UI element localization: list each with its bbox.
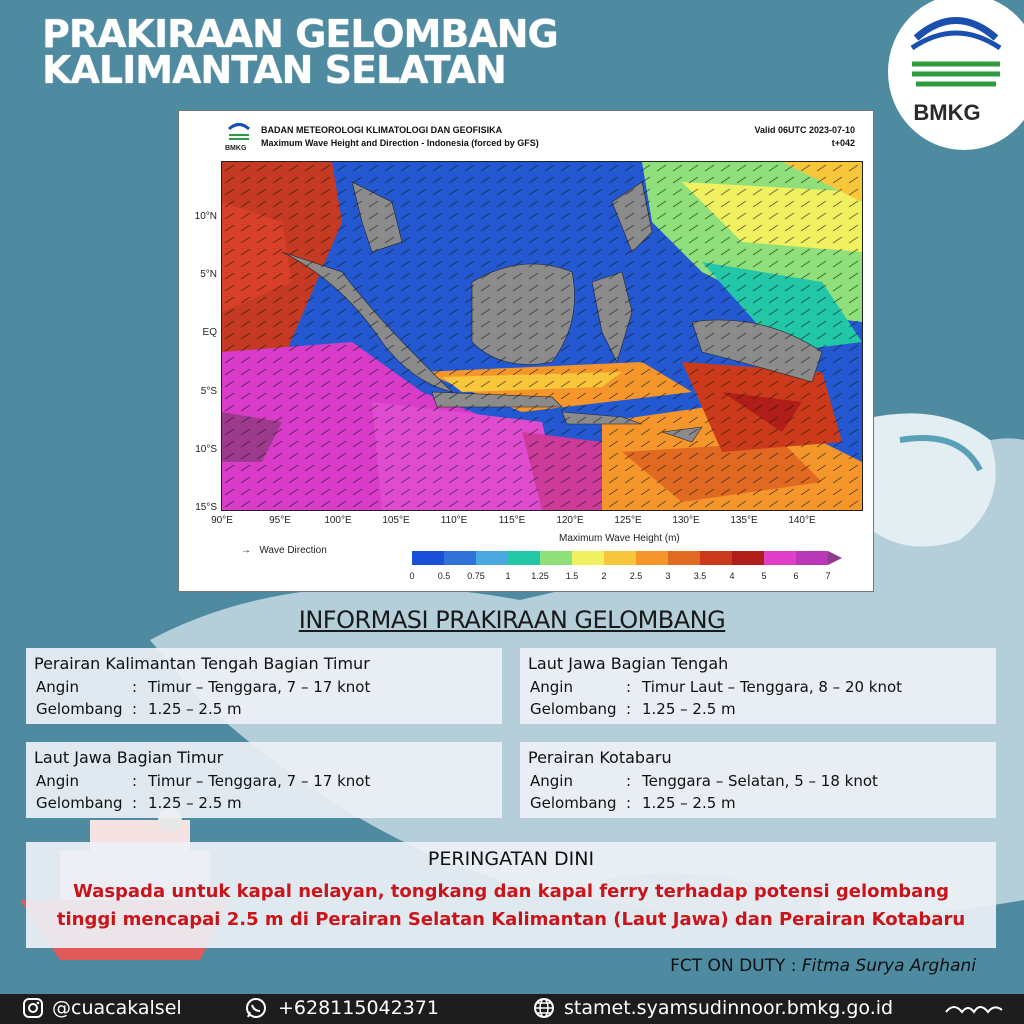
lon-label: 110°E xyxy=(440,515,468,526)
wind-value: Timur – Tenggara, 7 – 17 knot xyxy=(148,678,371,696)
colorbar-segment xyxy=(668,551,700,565)
colorbar-segment xyxy=(412,551,444,565)
colorbar-tick: 5 xyxy=(761,571,767,581)
wind-row xyxy=(36,772,370,790)
wave-key: Gelombang xyxy=(530,700,617,718)
mini-logo-text: BMKG xyxy=(225,145,247,152)
colon: : xyxy=(132,772,138,790)
instagram-icon xyxy=(22,997,44,1019)
wave-row xyxy=(530,700,736,718)
lat-label: 5°S xyxy=(200,386,217,397)
colorbar-tick: 0.75 xyxy=(467,571,485,581)
colon: : xyxy=(132,700,138,718)
lon-label: 135°E xyxy=(730,515,758,526)
wave-row xyxy=(36,700,242,718)
map-lead-time: t+042 xyxy=(831,138,855,148)
wave-value: 1.25 – 2.5 m xyxy=(148,794,242,812)
area-box xyxy=(520,742,996,818)
colorbar-tick: 1.25 xyxy=(531,571,549,581)
wind-value: Timur Laut – Tenggara, 8 – 20 knot xyxy=(642,678,903,696)
colorbar-segment xyxy=(732,551,764,565)
colorbar-extend-arrow xyxy=(828,551,842,565)
early-warning-box xyxy=(26,842,996,948)
colorbar-tick: 4 xyxy=(729,571,735,581)
colorbar-tick: 0.5 xyxy=(437,571,451,581)
wind-key: Angin xyxy=(530,772,573,790)
colon: : xyxy=(626,678,632,696)
colorbar-segment xyxy=(604,551,636,565)
wind-value: Timur – Tenggara, 7 – 17 knot xyxy=(148,772,371,790)
phone-link[interactable] xyxy=(244,997,439,1019)
area-name: Laut Jawa Bagian Tengah xyxy=(528,654,729,673)
colon: : xyxy=(626,772,632,790)
wave-key: Gelombang xyxy=(530,794,617,812)
bmkg-mini-logo-icon xyxy=(227,121,251,145)
wave-value: 1.25 – 2.5 m xyxy=(148,700,242,718)
area-box xyxy=(26,648,502,724)
colorbar-segment xyxy=(796,551,828,565)
colorbar-tick: 7 xyxy=(825,571,831,581)
wave-direction-label: Wave Direction xyxy=(259,545,327,556)
lon-label: 130°E xyxy=(672,515,700,526)
lat-label: 10°N xyxy=(194,211,217,222)
warning-message xyxy=(26,878,996,934)
wave-row xyxy=(36,794,242,812)
colorbar-segment xyxy=(508,551,540,565)
colorbar-segment xyxy=(476,551,508,565)
bmkg-logo-icon xyxy=(906,8,1006,98)
wind-key: Angin xyxy=(530,678,573,696)
title-line-2: KALIMANTAN SELATAN xyxy=(42,48,506,92)
colon: : xyxy=(626,700,632,718)
duty-name: Fitma Surya Arghani xyxy=(801,956,976,976)
colorbar-tick: 3 xyxy=(665,571,671,581)
colorbar-tick: 0 xyxy=(409,571,415,581)
instagram-link[interactable] xyxy=(22,997,182,1019)
website-url: stamet.syamsudinnoor.bmkg.go.id xyxy=(564,997,894,1019)
colon: : xyxy=(132,794,138,812)
title-line-1: PRAKIRAAN GELOMBANG xyxy=(42,12,558,56)
lon-label: 125°E xyxy=(614,515,642,526)
forecaster-on-duty xyxy=(670,956,976,976)
lon-label: 140°E xyxy=(788,515,816,526)
colorbar-segment xyxy=(764,551,796,565)
wind-value: Tenggara – Selatan, 5 – 18 knot xyxy=(642,772,878,790)
colorbar-segment xyxy=(636,551,668,565)
lat-label: 5°N xyxy=(200,269,217,280)
lon-label: 120°E xyxy=(556,515,584,526)
colorbar-segment xyxy=(444,551,476,565)
colorbar-tick: 1 xyxy=(505,571,511,581)
area-name: Laut Jawa Bagian Timur xyxy=(34,748,224,767)
map-org-name: BADAN METEOROLOGI KLIMATOLOGI DAN GEOFISIKA xyxy=(261,125,503,135)
wave-value: 1.25 – 2.5 m xyxy=(642,700,736,718)
map-subtitle: Maximum Wave Height and Direction - Indonesia (forced by GFS) xyxy=(261,138,539,148)
wind-key: Angin xyxy=(36,678,79,696)
phone-number: +628115042371 xyxy=(278,997,439,1019)
wind-row xyxy=(530,772,878,790)
lon-label: 100°E xyxy=(324,515,352,526)
lon-label: 90°E xyxy=(211,515,233,526)
wave-key: Gelombang xyxy=(36,700,123,718)
website-link[interactable] xyxy=(532,997,893,1019)
wave-direction-legend: → Wave Direction xyxy=(241,545,327,556)
wind-row xyxy=(36,678,370,696)
signature-mark-icon xyxy=(944,1000,1006,1018)
lon-label: 115°E xyxy=(498,515,526,526)
area-box xyxy=(520,648,996,724)
wave-value: 1.25 – 2.5 m xyxy=(642,794,736,812)
instagram-handle: @cuacakalsel xyxy=(52,997,182,1019)
colorbar xyxy=(412,551,828,565)
wind-key: Angin xyxy=(36,772,79,790)
colorbar-tick: 2.5 xyxy=(629,571,643,581)
wave-row xyxy=(530,794,736,812)
colorbar-tick: 1.5 xyxy=(565,571,579,581)
lat-label: 10°S xyxy=(195,444,217,455)
footer-bar xyxy=(0,994,1024,1024)
wave-height-map xyxy=(221,161,863,511)
wave-map-card xyxy=(178,110,874,592)
wind-row xyxy=(530,678,902,696)
lon-label: 105°E xyxy=(382,515,410,526)
duty-label: FCT ON DUTY : xyxy=(670,956,797,976)
area-name: Perairan Kotabaru xyxy=(528,748,672,767)
whatsapp-icon xyxy=(244,997,270,1019)
colorbar-tick: 6 xyxy=(793,571,799,581)
colorbar-segment xyxy=(572,551,604,565)
area-name: Perairan Kalimantan Tengah Bagian Timur xyxy=(34,654,370,673)
colorbar-tick: 2 xyxy=(601,571,607,581)
map-valid-time: Valid 06UTC 2023-07-10 xyxy=(754,125,855,135)
warning-line-2: tinggi mencapai 2.5 m di Perairan Selatan Kalimantan (Laut Jawa) dan Perairan Kotabaru xyxy=(56,909,966,930)
lat-label: 15°S xyxy=(195,502,217,513)
colorbar-title: Maximum Wave Height (m) xyxy=(559,533,680,544)
colorbar-tick: 3.5 xyxy=(693,571,707,581)
page-title xyxy=(42,12,558,92)
colon: : xyxy=(132,678,138,696)
area-box xyxy=(26,742,502,818)
colon: : xyxy=(626,794,632,812)
wave-map-svg xyxy=(222,162,862,510)
wave-key: Gelombang xyxy=(36,794,123,812)
warning-line-1: Waspada untuk kapal nelayan, tongkang dan kapal ferry terhadap potensi gelombang xyxy=(72,881,950,902)
lat-label: EQ xyxy=(202,327,217,338)
bmkg-logo-text: BMKG xyxy=(913,100,981,125)
colorbar-segment xyxy=(700,551,732,565)
lon-label: 95°E xyxy=(269,515,291,526)
warning-title: PERINGATAN DINI xyxy=(427,848,595,870)
colorbar-segment xyxy=(540,551,572,565)
info-heading: INFORMASI PRAKIRAAN GELOMBANG xyxy=(298,606,726,634)
globe-icon xyxy=(532,997,556,1019)
